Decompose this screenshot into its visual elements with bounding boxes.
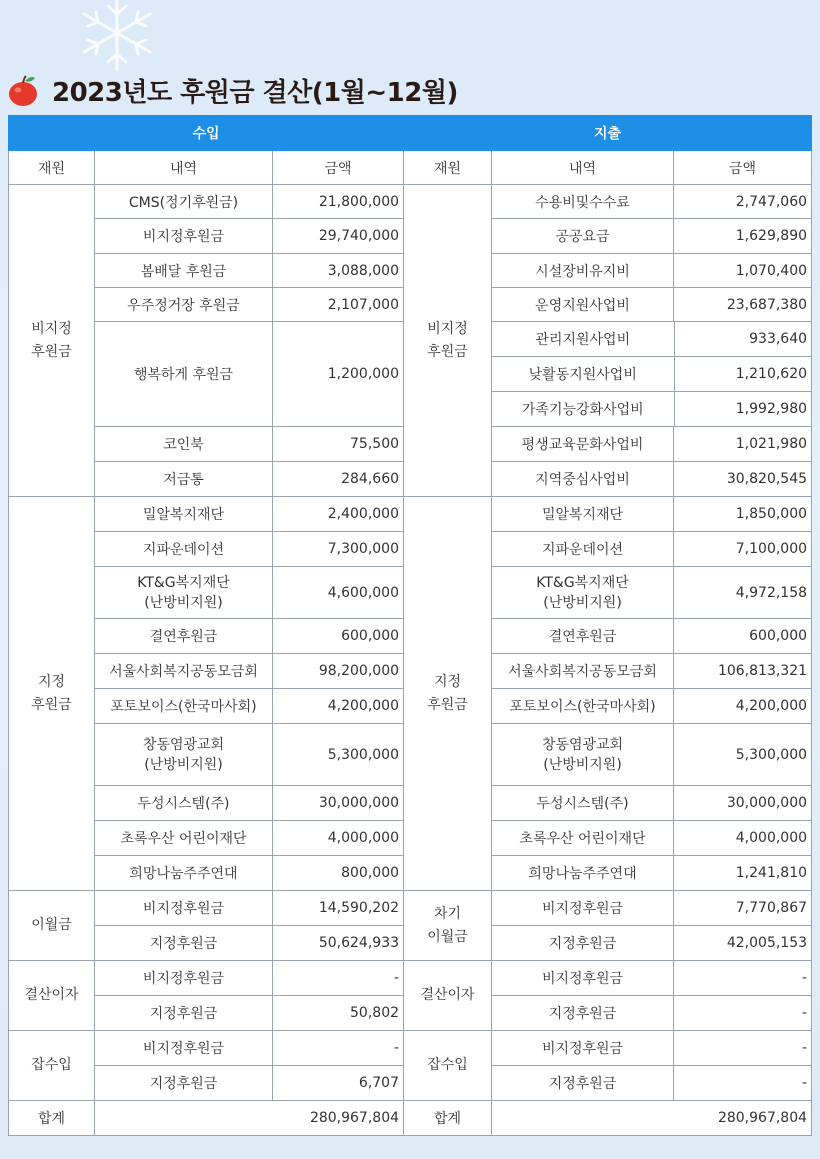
income-total-label: 합계	[9, 1101, 95, 1136]
title-row	[6, 68, 458, 112]
table-row	[9, 497, 812, 532]
income-amount: 21,800,000	[273, 185, 404, 219]
expense-detail: 포토보이스(한국마사회)	[492, 689, 674, 724]
table-row	[492, 322, 811, 357]
income-header: 수입	[9, 116, 404, 151]
expense-total-label: 합계	[404, 1101, 492, 1136]
table-row	[9, 1031, 812, 1066]
income-detail: 봄배달 후원금	[95, 254, 273, 288]
expense-header: 지출	[404, 116, 812, 151]
income-amount: 7,300,000	[273, 532, 404, 567]
expense-amount: 1,241,810	[674, 856, 812, 891]
expense-amount: 7,100,000	[674, 532, 812, 567]
income-amount: 800,000	[273, 856, 404, 891]
income-amount: 30,000,000	[273, 786, 404, 821]
income-amount: 2,107,000	[273, 288, 404, 322]
expense-detail: 창동염광교회 (난방비지원)	[492, 724, 674, 786]
expense-amount: 5,300,000	[674, 724, 812, 786]
expense-amount: -	[674, 961, 812, 996]
expense-detail: 낮활동지원사업비	[492, 357, 674, 392]
table-row	[492, 392, 811, 427]
table-row	[9, 185, 812, 219]
income-amount: 14,590,202	[273, 891, 404, 926]
income-amount: 600,000	[273, 619, 404, 654]
income-detail: 두성시스템(주)	[95, 786, 273, 821]
income-detail: 비지정후원금	[95, 961, 273, 996]
income-amount: 284,660	[273, 462, 404, 497]
income-detail: 포토보이스(한국마사회)	[95, 689, 273, 724]
income-detail: 지정후원금	[95, 996, 273, 1031]
expense-subrows	[492, 322, 812, 427]
expense-detail: 비지정후원금	[492, 891, 674, 926]
expense-detail: 결연후원금	[492, 619, 674, 654]
expense-detail: 지파운데이션	[492, 532, 674, 567]
expense-amount: 1,992,980	[735, 401, 808, 417]
income-source-carry: 이월금	[9, 891, 95, 961]
expense-amount: 7,770,867	[674, 891, 812, 926]
expense-amount: 1,210,620	[674, 357, 811, 392]
expense-amount: 106,813,321	[674, 654, 812, 689]
income-detail: 밀알복지재단	[95, 497, 273, 532]
income-detail: 희망나눔주주연대	[95, 856, 273, 891]
apple-icon	[6, 73, 40, 107]
expense-amount: 4,200,000	[674, 689, 812, 724]
expense-source-nondesignated: 비지정 후원금	[404, 185, 492, 497]
expense-detail: 서울사회복지공동모금회	[492, 654, 674, 689]
expense-amount: 1,850,000	[674, 497, 812, 532]
expense-amount: 1,021,980	[674, 427, 812, 462]
income-source-nondesignated: 비지정 후원금	[9, 185, 95, 497]
settlement-table	[8, 115, 812, 1136]
income-amount: -	[273, 1031, 404, 1066]
income-amount: 98,200,000	[273, 654, 404, 689]
expense-amount: 30,000,000	[674, 786, 812, 821]
income-detail: 코인북	[95, 427, 273, 462]
expense-detail: 수용비및수수료	[492, 185, 674, 219]
expense-detail: 관리지원사업비	[492, 322, 674, 357]
expense-detail: 초록우산 어린이재단	[492, 821, 674, 856]
table-row	[492, 357, 811, 392]
income-detail: 비지정후원금	[95, 1031, 273, 1066]
page-title: 2023년도 후원금 결산(1월~12월)	[52, 77, 458, 108]
income-amount: 4,200,000	[273, 689, 404, 724]
income-amount: 1,200,000	[273, 322, 404, 427]
expense-detail: 운영지원사업비	[492, 288, 674, 322]
income-detail: 비지정후원금	[95, 891, 273, 926]
expense-detail: 비지정후원금	[492, 1031, 674, 1066]
income-detail: 결연후원금	[95, 619, 273, 654]
income-source-interest: 결산이자	[9, 961, 95, 1031]
expense-amount: 4,000,000	[674, 821, 812, 856]
column-header-detail: 내역	[492, 151, 674, 185]
income-detail: 지정후원금	[95, 1066, 273, 1101]
expense-amount: 600,000	[674, 619, 812, 654]
expense-detail: 두성시스템(주)	[492, 786, 674, 821]
expense-detail: 지정후원금	[492, 926, 674, 961]
income-detail: CMS(정기후원금)	[95, 185, 273, 219]
expense-amount: -	[674, 1031, 812, 1066]
expense-amount: 30,820,545	[674, 462, 812, 497]
income-amount: 5,300,000	[273, 724, 404, 786]
income-amount: 50,624,933	[273, 926, 404, 961]
income-total-amount: 280,967,804	[95, 1101, 404, 1136]
expense-amount: 933,640	[674, 322, 811, 357]
expense-total-amount: 280,967,804	[492, 1101, 812, 1136]
income-amount: -	[273, 961, 404, 996]
table-row	[9, 961, 812, 996]
income-amount: 2,400,000	[273, 497, 404, 532]
income-amount: 3,088,000	[273, 254, 404, 288]
income-amount: 6,707	[273, 1066, 404, 1101]
expense-source-carry: 차기 이월금	[404, 891, 492, 961]
expense-detail: 가족기능강화사업비	[492, 392, 674, 427]
expense-detail: KT&G복지재단 (난방비지원)	[492, 567, 674, 619]
expense-amount: 4,972,158	[674, 567, 812, 619]
income-detail: 지파운데이션	[95, 532, 273, 567]
expense-detail: 시설장비유지비	[492, 254, 674, 288]
expense-amount: 23,687,380	[674, 288, 812, 322]
income-source-designated: 지정 후원금	[9, 497, 95, 891]
expense-detail: 지정후원금	[492, 1066, 674, 1101]
income-detail: KT&G복지재단 (난방비지원)	[95, 567, 273, 619]
table-row	[9, 891, 812, 926]
expense-amount: -	[674, 1066, 812, 1101]
income-detail: 행복하게 후원금	[95, 322, 273, 427]
income-amount: 29,740,000	[273, 219, 404, 254]
column-header-detail: 내역	[95, 151, 273, 185]
column-header-amount: 금액	[674, 151, 812, 185]
total-row	[9, 1101, 812, 1136]
expense-amount: 1,629,890	[674, 219, 812, 254]
income-detail: 저금통	[95, 462, 273, 497]
expense-detail: 비지정후원금	[492, 961, 674, 996]
expense-source-designated: 지정 후원금	[404, 497, 492, 891]
expense-source-misc: 잡수입	[404, 1031, 492, 1101]
expense-amount: -	[674, 996, 812, 1031]
income-source-misc: 잡수입	[9, 1031, 95, 1101]
expense-detail: 공공요금	[492, 219, 674, 254]
expense-detail: 희망나눔주주연대	[492, 856, 674, 891]
column-header-source: 재원	[9, 151, 95, 185]
expense-amount: 1,070,400	[674, 254, 812, 288]
column-header-source: 재원	[404, 151, 492, 185]
income-amount: 50,802	[273, 996, 404, 1031]
income-amount: 4,000,000	[273, 821, 404, 856]
income-detail: 초록우산 어린이재단	[95, 821, 273, 856]
income-detail: 우주정거장 후원금	[95, 288, 273, 322]
expense-amount: 42,005,153	[674, 926, 812, 961]
expense-detail: 지역중심사업비	[492, 462, 674, 497]
column-header-amount: 금액	[273, 151, 404, 185]
expense-amount: 2,747,060	[674, 185, 812, 219]
income-detail: 서울사회복지공동모금회	[95, 654, 273, 689]
expense-detail: 지정후원금	[492, 996, 674, 1031]
expense-source-interest: 결산이자	[404, 961, 492, 1031]
income-detail: 지정후원금	[95, 926, 273, 961]
expense-detail: 평생교육문화사업비	[492, 427, 674, 462]
income-amount: 4,600,000	[273, 567, 404, 619]
income-amount: 75,500	[273, 427, 404, 462]
expense-detail: 밀알복지재단	[492, 497, 674, 532]
income-detail: 창동염광교회 (난방비지원)	[95, 724, 273, 786]
income-detail: 비지정후원금	[95, 219, 273, 254]
